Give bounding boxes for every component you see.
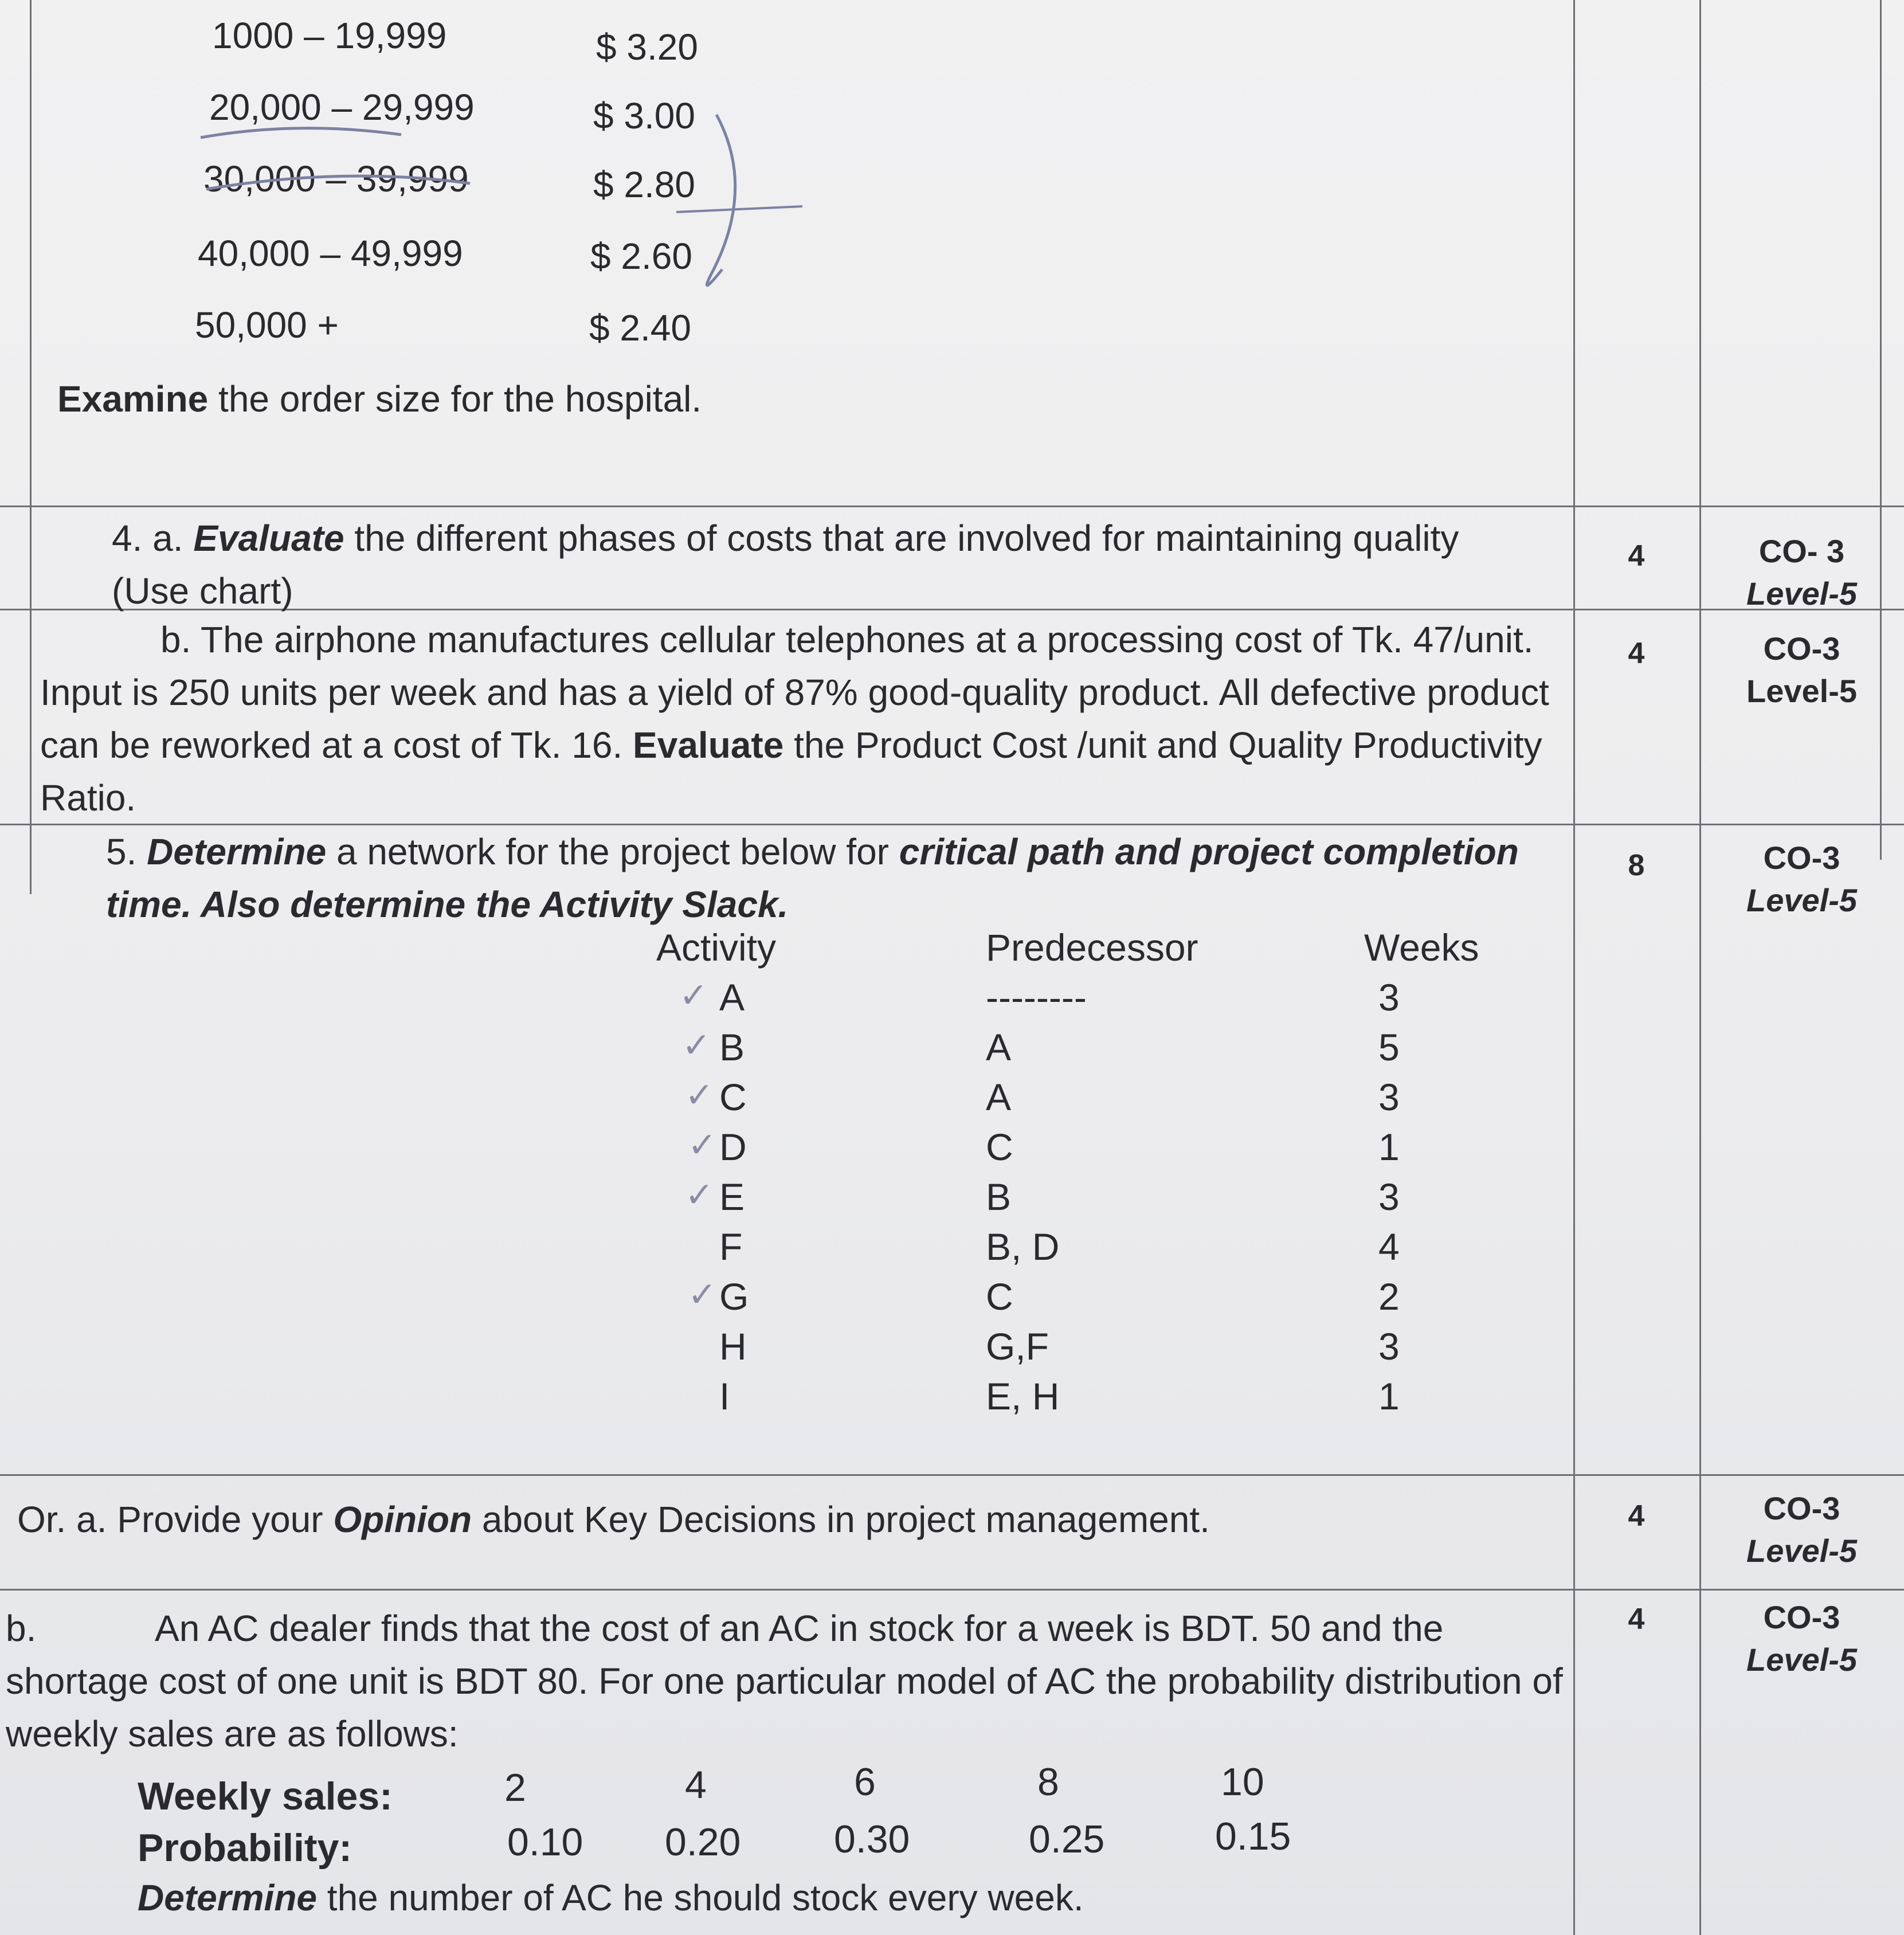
probability-value: 0.15 xyxy=(1215,1815,1291,1858)
probability-value: 0.30 xyxy=(834,1818,910,1861)
tier-range: 40,000 – 49,999 xyxy=(198,233,463,274)
keyword-opinion: Opinion xyxy=(333,1499,472,1540)
question-4a-row xyxy=(0,507,1904,610)
instruction-text: the order size for the hospital. xyxy=(208,378,702,420)
sales-value: 6 xyxy=(854,1760,876,1804)
marks: 4 xyxy=(1628,1499,1645,1533)
check-mark-icon: ✓ xyxy=(679,976,708,1014)
tier-price: $ 3.20 xyxy=(596,26,698,68)
probability-value: 0.25 xyxy=(1029,1818,1105,1861)
check-mark-icon: ✓ xyxy=(685,1176,714,1214)
probability-value: 0.20 xyxy=(665,1820,741,1864)
marks: 8 xyxy=(1628,849,1645,882)
tier-range: 20,000 – 29,999 xyxy=(209,87,475,128)
question-3-continuation xyxy=(0,0,1904,507)
marks: 4 xyxy=(1628,637,1645,670)
question-label: b. xyxy=(6,1608,37,1649)
sales-value: 4 xyxy=(685,1763,707,1807)
check-mark-icon: ✓ xyxy=(685,1076,714,1114)
pen-annotation xyxy=(0,0,1904,507)
question-b-row xyxy=(0,1591,1904,1935)
question-4b: b. The airphone manufactures cellular telephones at a processing cost of Tk. 47/unit. Input is 250 units per week and has a yield of 87% good-quality product. All defective product can be reworked at a cost of Tk. 16. Evaluate the Product Cost /unit and Quality Productivity Ratio. xyxy=(40,619,1549,818)
table-header: Weeks xyxy=(1364,926,1479,969)
sales-value: 8 xyxy=(1037,1760,1059,1804)
predecessor-column: Predecessor -------- A A C B B, D C G,F E, H xyxy=(986,923,1198,973)
activity-column: Activity A B C D E F G H I xyxy=(656,923,776,973)
keyword-evaluate: Evaluate xyxy=(633,724,784,766)
tier-price: $ 3.00 xyxy=(593,95,695,136)
tier-range: 50,000 + xyxy=(195,304,339,346)
course-outcome: CO- 3 Level-5 xyxy=(1746,533,1857,612)
table-header: Activity xyxy=(656,926,777,969)
course-outcome: CO-3 Level-5 xyxy=(1746,840,1857,918)
emphasis-critical-path: critical path and project completion time. Also determine the Activity Slack. xyxy=(106,831,1519,925)
marks: 4 xyxy=(1628,539,1645,573)
question-b: b. An AC dealer finds that the cost of an AC in stock for a week is BDT. 50 and the shortage cost of one unit is BDT 80. For one particular model of AC the probability distribution of weekly sales are as follows: Weekly sales: Probability: 2 4 6 8 10 0.10 0.20 0.30 0.25 0.15 Determine the number of AC he should stock every week. xyxy=(0,1591,1573,1935)
check-mark-icon: ✓ xyxy=(682,1026,711,1064)
question-4b-row xyxy=(0,610,1904,825)
keyword-determine: Determine xyxy=(147,831,327,872)
question-5: 5. Determine a network for the project below for critical path and project completion time. Also determine the Activity Slack. Activity A B C D E F G H I Predecessor -------- A A C B B, D C G,F E, H Weeks 3 5 3 1 3 4 2 3 1 ✓ ✓ ✓ ✓ ✓ ✓ xyxy=(106,831,1519,1417)
marks: 4 xyxy=(1628,1603,1645,1636)
course-outcome: CO-3 Level-5 xyxy=(1746,630,1857,709)
weeks-column: Weeks 3 5 3 1 3 4 2 3 1 xyxy=(1364,923,1479,973)
probability-label: Probability: xyxy=(138,1826,352,1870)
keyword-evaluate: Evaluate xyxy=(193,518,344,559)
weekly-sales-label: Weekly sales: xyxy=(138,1775,393,1818)
tier-range: 1000 – 19,999 xyxy=(212,15,447,56)
question-5-row xyxy=(0,825,1904,1476)
tier-price: $ 2.80 xyxy=(593,164,695,205)
question-4a: 4. a. Evaluate the different phases of costs that are involved for maintaining quality (Use chart) xyxy=(112,518,1459,612)
course-outcome: CO-3 Level-5 xyxy=(1746,1490,1857,1569)
question-3-instruction xyxy=(57,373,702,425)
keyword-determine: Determine xyxy=(138,1877,317,1918)
check-mark-icon: ✓ xyxy=(688,1126,717,1164)
question-or-a-row xyxy=(0,1476,1904,1591)
course-outcome: CO-3 Level-5 xyxy=(1746,1599,1857,1678)
tier-range: 30,000 – 39,999 xyxy=(203,158,469,199)
tier-price: $ 2.40 xyxy=(589,307,691,348)
sales-value: 2 xyxy=(504,1766,526,1809)
tier-price: $ 2.60 xyxy=(590,236,692,277)
table-header: Predecessor xyxy=(986,926,1198,969)
keyword-examine: Examine xyxy=(57,378,209,420)
check-mark-icon: ✓ xyxy=(688,1275,717,1314)
question-or-a: Or. a. Provide your Opinion about Key Decisions in project management. xyxy=(17,1499,1210,1540)
sales-value: 10 xyxy=(1221,1760,1264,1804)
probability-value: 0.10 xyxy=(507,1820,583,1864)
